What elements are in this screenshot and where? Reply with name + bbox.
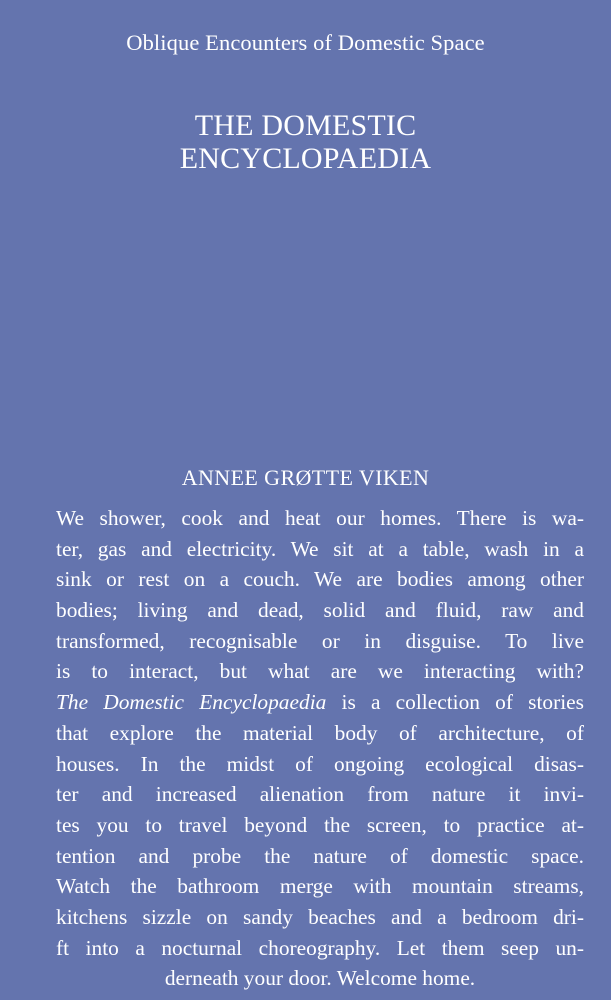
blurb-line: We shower, cook and heat our homes. There is wa-	[56, 506, 584, 530]
blurb-line: kitchens sizzle on sandy beaches and a bedroom dri-	[56, 904, 584, 929]
author-name: ANNEE GRØTTE VIKEN	[181, 465, 430, 490]
book-title	[0, 109, 611, 175]
blurb-line: is to interact, but what are we interacting with?	[56, 659, 584, 684]
blurb-line: Watch the bathroom merge with mountain streams,	[56, 874, 584, 899]
blurb-italic-title: The Domestic Encyclopaedia	[56, 690, 327, 715]
book-title-line-1: THE DOMESTIC	[194, 109, 417, 142]
blurb-line: tention and probe the nature of domestic space.	[56, 843, 584, 868]
blurb-line-with-title	[56, 687, 584, 718]
blurb-line: tes you to travel beyond the screen, to practice at-	[56, 812, 584, 837]
book-title-line-2: ENCYCLOPAEDIA	[179, 142, 432, 175]
blurb-line: ter and increased alienation from nature it invi-	[56, 782, 584, 807]
blurb-line: sink or rest on a couch. We are bodies among other	[56, 567, 584, 592]
blurb-line: that explore the material body of architecture, of	[56, 720, 584, 745]
blurb-line-rest: is a collection of stories	[341, 690, 584, 715]
blurb-line: ter, gas and electricity. We sit at a table, wash in a	[56, 536, 584, 561]
blurb-line: bodies; living and dead, solid and fluid, raw and	[56, 598, 584, 623]
series-title: Oblique Encounters of Domestic Space	[126, 30, 485, 55]
blurb-line: transformed, recognisable or in disguise. To live	[56, 628, 584, 653]
blurb-line: houses. In the midst of ongoing ecological disas-	[56, 751, 584, 776]
blurb-line: ft into a nocturnal choreography. Let them seep un-	[56, 935, 584, 960]
blurb-text	[56, 503, 584, 994]
blurb-line: derneath your door. Welcome home.	[164, 966, 476, 991]
